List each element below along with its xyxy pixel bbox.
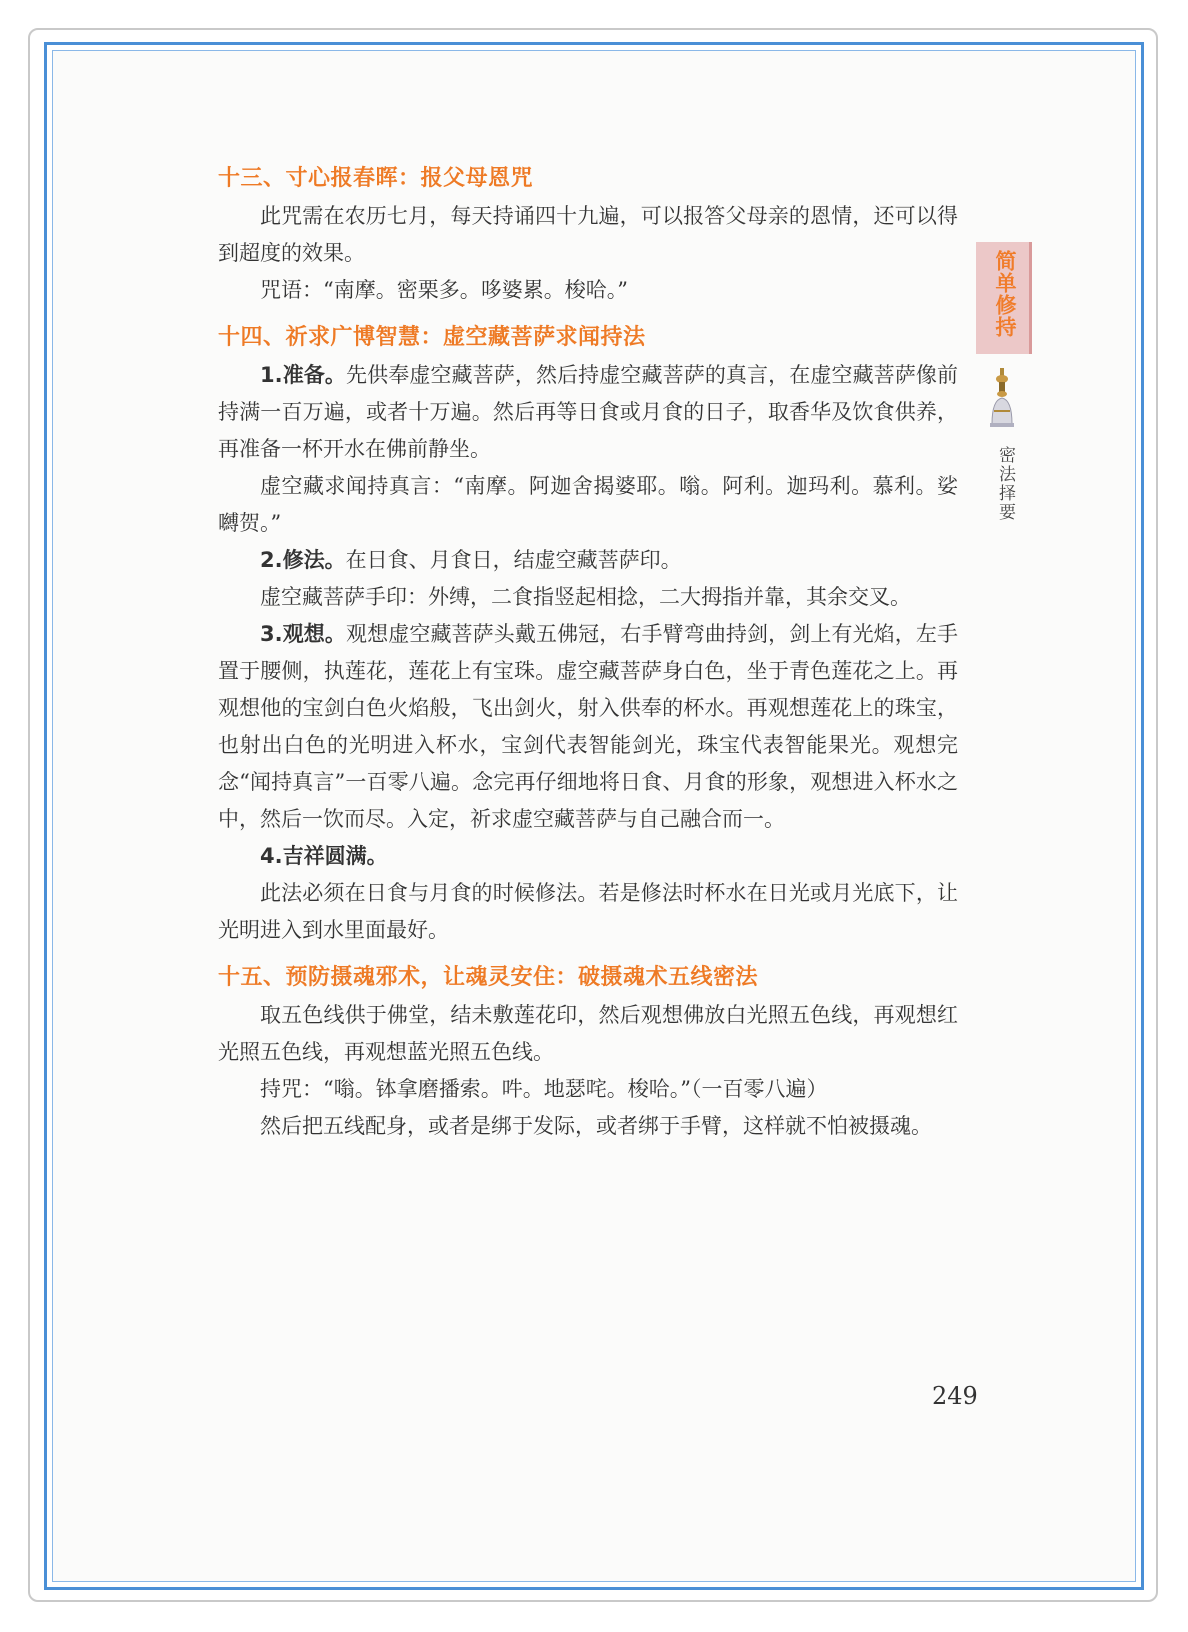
- chapter-tab-label: 简单修持: [993, 250, 1017, 338]
- section-15-paragraph-3: 然后把五线配身，或者是绑于发际，或者绑于手臂，这样就不怕被摄魂。: [260, 1114, 932, 1138]
- step-1-paragraph: [218, 357, 958, 468]
- step-3-label: 3.观想。: [260, 622, 347, 646]
- side-caption: 密法择要: [995, 446, 1015, 522]
- step-1-label: 1.准备。: [260, 363, 347, 387]
- page-number: 249: [932, 1382, 978, 1410]
- step-2-text: 在日食、月食日，结虚空藏菩萨印。: [345, 548, 682, 572]
- step-1-text: 先供奉虚空藏菩萨，然后持虚空藏菩萨的真言，在虚空藏菩萨像前持满一百万遍，或者十万遍。然后再等日食或月食的日子，取香华及饮食供养，再准备一杯开水在佛前静坐。: [218, 363, 958, 461]
- step-4-label: 4.吉祥圆满。: [260, 844, 388, 868]
- section-13-paragraph: 此咒需在农历七月，每天持诵四十九遍，可以报答父母亲的恩情，还可以得到超度的效果。: [218, 204, 958, 265]
- section-15-heading: 十五、预防摄魂邪术，让魂灵安住：破摄魂术五线密法: [218, 965, 759, 990]
- step-2-label: 2.修法。: [260, 548, 346, 572]
- step-3-paragraph: [218, 616, 958, 838]
- vajra-bell-icon: [984, 366, 1020, 436]
- step-4-text: 此法必须在日食与月食的时候修法。若是修法时杯水在日光或月光底下，让光明进入到水里面最好。: [218, 881, 958, 942]
- page-content: [218, 160, 958, 1145]
- section-13-heading: 十三、寸心报春晖：报父母恩咒: [218, 166, 534, 191]
- step-1-mantra: 虚空藏求闻持真言：“南摩。阿迦舍揭婆耶。嗡。阿利。迦玛利。慕利。娑嚩贺。”: [218, 474, 958, 535]
- step-3-text: 观想虚空藏菩萨头戴五佛冠，右手臂弯曲持剑，剑上有光焰，左手置于腰侧，执莲花，莲花上有宝珠。虚空藏菩萨身白色，坐于青色莲花之上。再观想他的宝剑白色火焰般，飞出剑火，射入供奉的杯水。再观想莲花上的珠宝，也射出白色的光明进入杯水，宝剑代表智能剑光，珠宝代表智能果光。观想完念“闻持真言”一百零八遍。念完再仔细地将日食、月食的形象，观想进入杯水之中，然后一饮而尽。入定，祈求虚空藏菩萨与自己融合而一。: [218, 622, 958, 831]
- step-2-paragraph: [218, 542, 958, 579]
- step-2-mudra: 虚空藏菩萨手印：外缚，二食指竖起相捻，二大拇指并靠，其余交叉。: [260, 585, 911, 609]
- section-13-mantra: 咒语：“南摩。密栗多。哆婆累。梭哈。”: [260, 278, 628, 302]
- section-15-mantra: 持咒：“嗡。钵拿磨播索。吽。地瑟咤。梭哈。”（一百零八遍）: [260, 1077, 828, 1101]
- step-4-paragraph: [218, 838, 958, 875]
- section-14-heading: 十四、祈求广博智慧：虚空藏菩萨求闻持法: [218, 325, 646, 350]
- section-15-paragraph-1: 取五色线供于佛堂，结未敷莲花印，然后观想佛放白光照五色线，再观想红光照五色线，再观想蓝光照五色线。: [218, 1003, 958, 1064]
